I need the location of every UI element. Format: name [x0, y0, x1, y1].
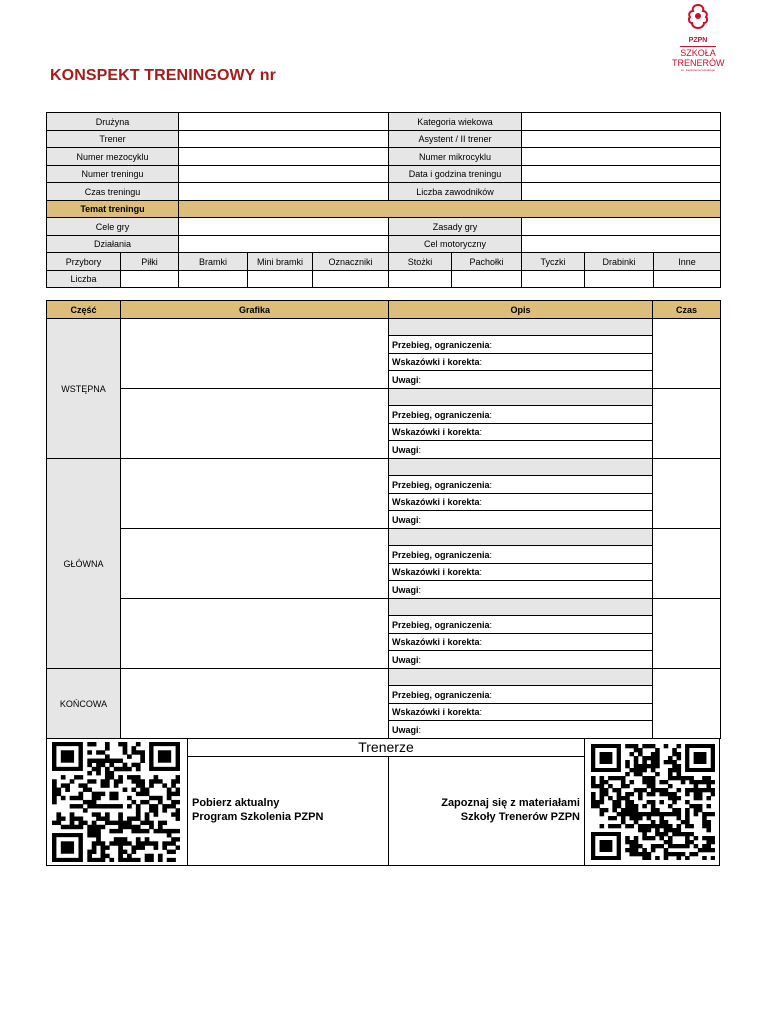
equipment-count-field[interactable] [389, 271, 452, 288]
uwagi-field[interactable]: Uwagi: [389, 511, 653, 529]
label-liczba-zawodnikow: Liczba zawodników [389, 183, 522, 201]
przebieg-field[interactable]: Przebieg, ograniczenia: [389, 546, 653, 564]
graphic-area[interactable] [121, 669, 389, 739]
qr-code-icon [591, 744, 715, 860]
field-zasady-gry[interactable] [522, 218, 721, 236]
label-cele-gry: Cele gry [47, 218, 179, 236]
info-table [46, 112, 721, 288]
label-kategoria: Kategoria wiekowa [389, 113, 522, 131]
equipment-label: Inne [654, 253, 721, 271]
download-program-text[interactable] [192, 796, 323, 824]
equipment-count-field[interactable] [654, 271, 721, 288]
section-glowna: GŁÓWNA [47, 459, 121, 669]
label-temat: Temat treningu [47, 201, 179, 218]
field-mezocykl[interactable] [179, 148, 389, 166]
field-liczba-zawodnikow[interactable] [522, 183, 721, 201]
wskazowki-field[interactable]: Wskazówki i korekta: [389, 704, 653, 721]
time-field[interactable] [653, 389, 721, 459]
field-temat[interactable] [179, 201, 721, 218]
field-czas-treningu[interactable] [179, 183, 389, 201]
logo-line2: TRENERÓW [672, 58, 725, 68]
time-field[interactable] [653, 319, 721, 389]
equipment-label: Bramki [179, 253, 248, 271]
field-trener[interactable] [179, 131, 389, 148]
wskazowki-field[interactable]: Wskazówki i korekta: [389, 564, 653, 581]
equipment-count-field[interactable] [121, 271, 179, 288]
uwagi-field[interactable]: Uwagi: [389, 371, 653, 389]
time-field[interactable] [653, 669, 721, 739]
label-mezocykl: Numer mezocyklu [47, 148, 179, 166]
equipment-label: Stożki [389, 253, 452, 271]
pzpn-logo [672, 2, 724, 78]
logo-small: im. Kazimierza Górskiego [680, 68, 716, 72]
label-cel-motoryczny: Cel motoryczny [389, 236, 522, 253]
logo-org: PZPN [688, 37, 708, 44]
materials-line2: Szkoły Trenerów PZPN [460, 811, 580, 823]
field-druzyna[interactable] [179, 113, 389, 131]
page-title: KONSPEKT TRENINGOWY nr [50, 67, 276, 84]
field-mikrocykl[interactable] [522, 148, 721, 166]
header-opis: Opis [389, 301, 653, 319]
exercise-name-field[interactable] [389, 599, 653, 616]
uwagi-field[interactable]: Uwagi: [389, 581, 653, 599]
field-cel-motoryczny[interactable] [522, 236, 721, 253]
label-data-godzina: Data i godzina treningu [389, 166, 522, 183]
equipment-label: Drabinki [585, 253, 654, 271]
equipment-label: Mini bramki [248, 253, 313, 271]
download-program-line2: Program Szkolenia PZPN [192, 811, 324, 823]
download-program-line1: Pobierz aktualny [192, 797, 280, 809]
footer-center [187, 738, 585, 866]
field-cele-gry[interactable] [179, 218, 389, 236]
field-kategoria[interactable] [522, 113, 721, 131]
equipment-count-field[interactable] [452, 271, 522, 288]
wskazowki-field[interactable]: Wskazówki i korekta: [389, 354, 653, 371]
equipment-count-field[interactable] [313, 271, 389, 288]
equipment-label: Oznaczniki [313, 253, 389, 271]
time-field[interactable] [653, 529, 721, 599]
label-mikrocykl: Numer mikrocyklu [389, 148, 522, 166]
wskazowki-field[interactable]: Wskazówki i korekta: [389, 494, 653, 511]
qr-code-left[interactable] [52, 742, 180, 862]
field-data-godzina[interactable] [522, 166, 721, 183]
label-asystent: Asystent / II trener [389, 131, 522, 148]
label-przybory: Przybory [47, 253, 121, 271]
przebieg-field[interactable]: Przebieg, ograniczenia: [389, 686, 653, 704]
footer-trenerze: Trenerze [188, 738, 584, 757]
uwagi-field[interactable]: Uwagi: [389, 721, 653, 739]
equipment-label: Tyczki [522, 253, 585, 271]
przebieg-field[interactable]: Przebieg, ograniczenia: [389, 476, 653, 494]
graphic-area[interactable] [121, 599, 389, 669]
graphic-area[interactable] [121, 319, 389, 389]
plan-table [46, 300, 721, 739]
equipment-count-field[interactable] [585, 271, 654, 288]
equipment-count-field[interactable] [179, 271, 248, 288]
label-druzyna: Drużyna [47, 113, 179, 131]
exercise-name-field[interactable] [389, 389, 653, 406]
uwagi-field[interactable]: Uwagi: [389, 651, 653, 669]
przebieg-field[interactable]: Przebieg, ograniczenia: [389, 616, 653, 634]
time-field[interactable] [653, 459, 721, 529]
graphic-area[interactable] [121, 529, 389, 599]
header-czas: Czas [653, 301, 721, 319]
exercise-name-field[interactable] [389, 459, 653, 476]
uwagi-field[interactable]: Uwagi: [389, 441, 653, 459]
time-field[interactable] [653, 599, 721, 669]
section-wstepna: WSTĘPNA [47, 319, 121, 459]
header-czesc: Część [47, 301, 121, 319]
exercise-name-field[interactable] [389, 669, 653, 686]
label-dzialania: Działania [47, 236, 179, 253]
section-koncowa: KOŃCOWA [47, 669, 121, 739]
label-zasady-gry: Zasady gry [389, 218, 522, 236]
exercise-name-field[interactable] [389, 319, 653, 336]
przebieg-field[interactable]: Przebieg, ograniczenia: [389, 336, 653, 354]
label-czas-treningu: Czas treningu [47, 183, 179, 201]
materials-text[interactable] [441, 796, 580, 824]
wskazowki-field[interactable]: Wskazówki i korekta: [389, 634, 653, 651]
equipment-count-field[interactable] [248, 271, 313, 288]
graphic-area[interactable] [121, 389, 389, 459]
equipment-count-field[interactable] [522, 271, 585, 288]
field-asystent[interactable] [522, 131, 721, 148]
label-numer-treningu: Numer treningu [47, 166, 179, 183]
graphic-area[interactable] [121, 459, 389, 529]
eagle-icon [683, 2, 713, 32]
qr-code-right[interactable] [591, 744, 715, 860]
wskazowki-field[interactable]: Wskazówki i korekta: [389, 424, 653, 441]
label-liczba: Liczba [47, 271, 121, 288]
exercise-name-field[interactable] [389, 529, 653, 546]
qr-code-icon [52, 742, 180, 862]
field-numer-treningu[interactable] [179, 166, 389, 183]
logo-line1: SZKOŁA [680, 48, 716, 58]
field-dzialania[interactable] [179, 236, 389, 253]
header-grafika: Grafika [121, 301, 389, 319]
label-trener: Trener [47, 131, 179, 148]
equipment-label: Piłki [121, 253, 179, 271]
equipment-label: Pachołki [452, 253, 522, 271]
przebieg-field[interactable]: Przebieg, ograniczenia: [389, 406, 653, 424]
materials-line1: Zapoznaj się z materiałami [441, 797, 580, 809]
